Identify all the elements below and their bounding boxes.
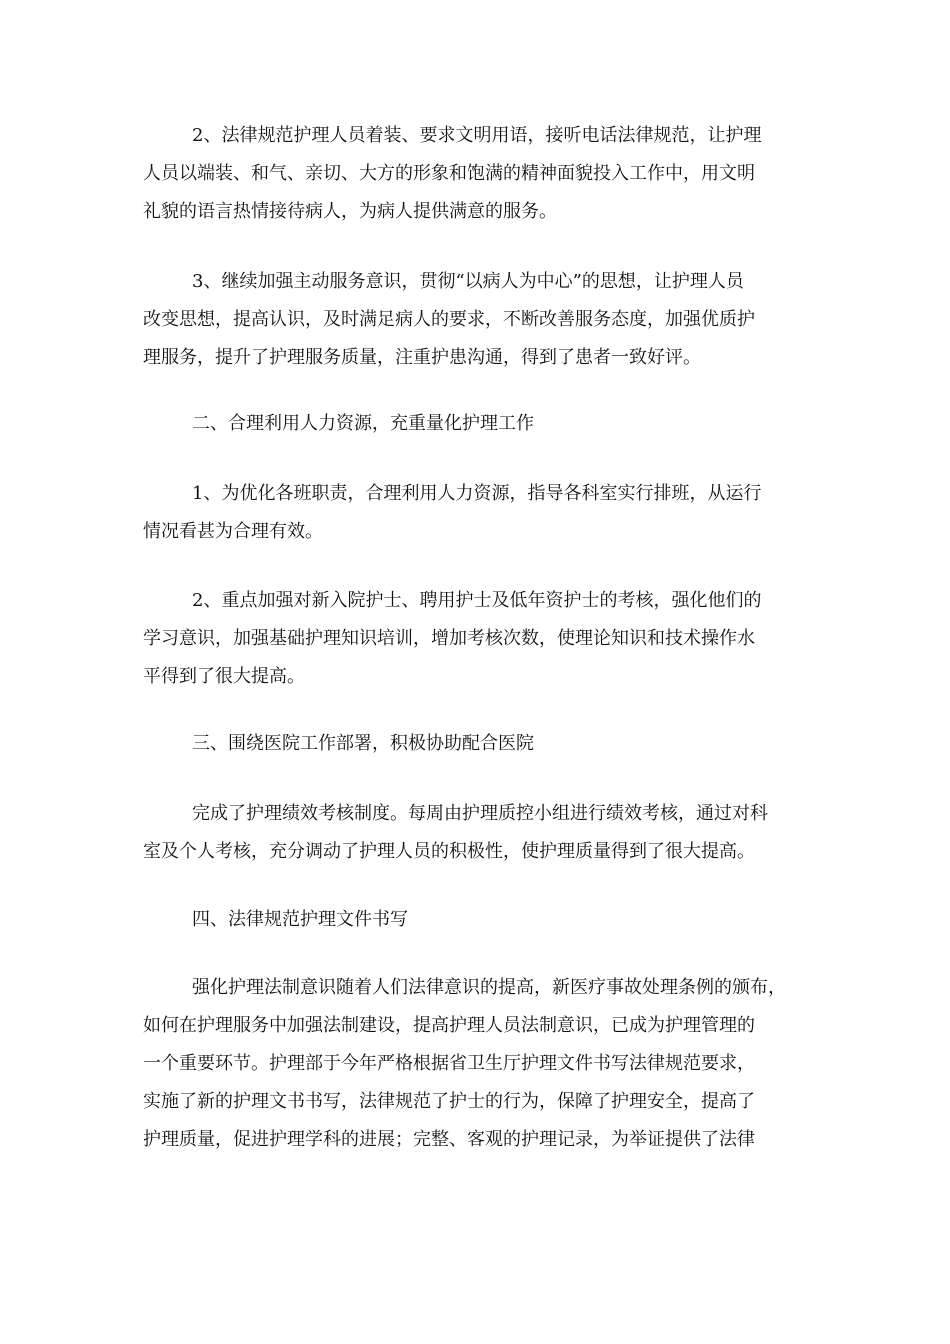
- text-line: 1、为优化各班职责，合理利用人力资源，指导各科室实行排班，从运行: [192, 483, 762, 504]
- text-line: 一个重要环节。护理部于今年严格根据省卫生厅护理文件书写法律规范要求，: [143, 1053, 755, 1074]
- section-heading-3: [143, 725, 823, 763]
- paragraph-shift-duties: [143, 475, 823, 551]
- text-line: 完成了护理绩效考核制度。每周由护理质控小组进行绩效考核，通过对科: [192, 803, 768, 824]
- text-line: 如何在护理服务中加强法制建设，提高护理人员法制意识，已成为护理管理的: [143, 1015, 755, 1036]
- paragraph-legal-documentation: [143, 969, 823, 1159]
- heading-text: 二、合理利用人力资源，充重量化护理工作: [192, 413, 534, 434]
- text-line: 实施了新的护理文书书写，法律规范了护士的行为，保障了护理安全，提高了: [143, 1091, 755, 1112]
- section-heading-4: [143, 901, 823, 939]
- heading-text: 三、围绕医院工作部署，积极协助配合医院: [192, 733, 534, 754]
- text-line: 礼貌的语言热情接待病人，为病人提供满意的服务。: [143, 201, 557, 222]
- text-line: 情况看甚为合理有效。: [143, 521, 323, 542]
- paragraph-dress-code: [143, 117, 823, 231]
- text-line: 改变思想，提高认识，及时满足病人的要求，不断改善服务态度，加强优质护: [143, 309, 755, 330]
- text-line: 学习意识，加强基础护理知识培训，增加考核次数，使理论知识和技术操作水: [143, 628, 755, 649]
- text-line: 人员以端装、和气、亲切、大方的形象和饱满的精神面貌投入工作中，用文明: [143, 163, 755, 184]
- text-line: 室及个人考核，充分调动了护理人员的积极性，使护理质量得到了很大提高。: [143, 841, 755, 862]
- paragraph-nurse-assessment: [143, 582, 823, 696]
- text-line: 2、法律规范护理人员着装、要求文明用语，接听电话法律规范，让护理: [192, 125, 762, 146]
- text-line: 3、继续加强主动服务意识，贯彻“以病人为中心”的思想，让护理人员: [192, 271, 744, 292]
- paragraph-performance-review: [143, 795, 823, 871]
- section-heading-2: [143, 405, 823, 443]
- text-line: 护理质量，促进护理学科的进展；完整、客观的护理记录，为举证提供了法律: [143, 1129, 755, 1150]
- text-line: 强化护理法制意识随着人们法律意识的提高，新医疗事故处理条例的颁布，: [192, 977, 786, 998]
- heading-text: 四、法律规范护理文件书写: [192, 909, 408, 930]
- paragraph-service-awareness: [143, 263, 823, 377]
- text-line: 2、重点加强对新入院护士、聘用护士及低年资护士的考核，强化他们的: [192, 590, 762, 611]
- text-line: 理服务，提升了护理服务质量，注重护患沟通，得到了患者一致好评。: [143, 347, 701, 368]
- text-line: 平得到了很大提高。: [143, 666, 305, 687]
